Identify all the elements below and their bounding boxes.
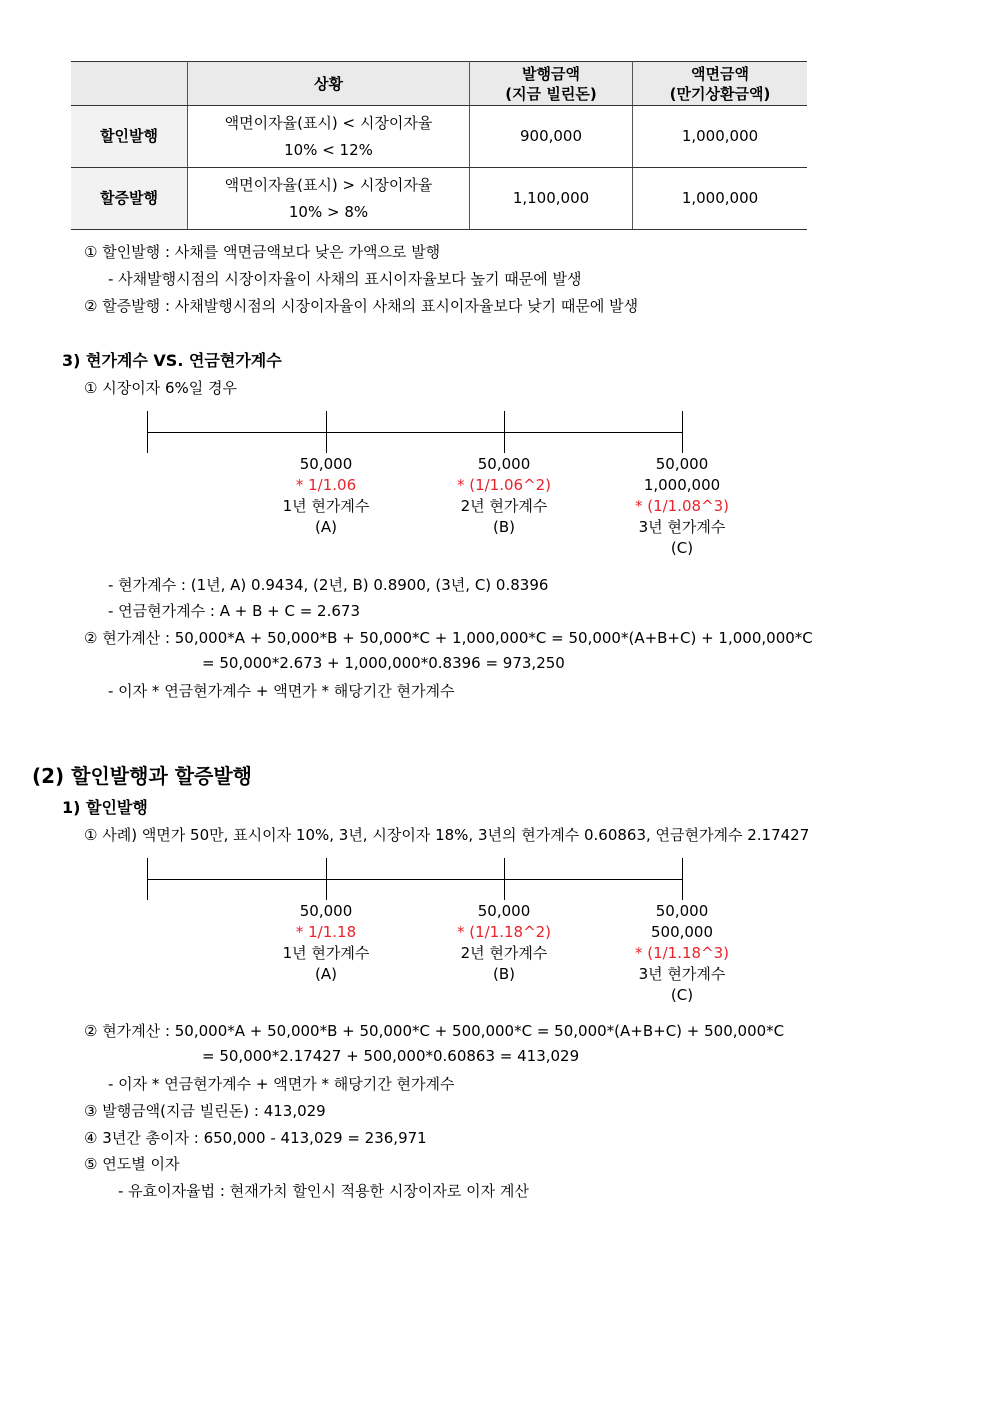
subsection-discount-issue: 1) 할인발행 — [62, 798, 148, 817]
row-face-amount: 1,000,000 — [633, 106, 808, 168]
year3-principal: 1,000,000 — [643, 476, 721, 494]
year2-factor: * (1/1.18^2) — [456, 923, 552, 941]
year1-factor: * 1/1.18 — [295, 923, 357, 941]
issue-amount: ③ 발행금액(지금 빌린돈) : 413,029 — [84, 1102, 326, 1120]
bond-issue-table — [71, 61, 807, 230]
year1-block — [251, 454, 401, 538]
row-face-amount: 1,000,000 — [633, 168, 808, 230]
discount-formula-note: - 이자 * 연금현가계수 + 액면가 * 해당기간 현가계수 — [108, 1075, 455, 1093]
note-premium: ② 할증발행 : 사채발행시점의 시장이자율이 사채의 표시이자율보다 낮기 때문에 발생 — [84, 297, 639, 315]
timeline-tick-1 — [326, 411, 327, 453]
discount-pv-calculation: ② 현가계산 : 50,000*A + 50,000*B + 50,000*C + 500,000*C = 50,000*(A+B+C) + 500,000*C — [84, 1022, 785, 1040]
table-header-row — [71, 62, 807, 106]
pv-calculation: ② 현가계산 : 50,000*A + 50,000*B + 50,000*C + 1,000,000*C = 50,000*(A+B+C) + 1,000,000*C — [84, 629, 813, 647]
year2-tag: (B) — [493, 518, 515, 536]
year3-block — [607, 454, 757, 559]
section-title-issuance: (2) 할인발행과 할증발행 — [32, 764, 253, 788]
year2-factor: * (1/1.06^2) — [456, 476, 552, 494]
year3-factor: * (1/1.18^3) — [634, 944, 730, 962]
year3-amount: 50,000 — [655, 902, 709, 920]
year2-amount: 50,000 — [477, 902, 531, 920]
annuity-factor-sum: - 연금현가계수 : A + B + C = 2.673 — [108, 602, 360, 620]
year2-block — [429, 901, 579, 985]
note-discount-detail: - 사채발행시점의 시장이자율이 사채의 표시이자율보다 높기 때문에 발생 — [108, 270, 582, 288]
timeline-tick-1 — [326, 858, 327, 900]
effective-interest-method: - 유효이자율법 : 현재가치 할인시 적용한 시장이자로 이자 계산 — [118, 1182, 529, 1200]
table-row — [71, 106, 807, 168]
year3-factor: * (1/1.08^3) — [634, 497, 730, 515]
total-interest: ④ 3년간 총이자 : 650,000 - 413,029 = 236,971 — [84, 1129, 427, 1147]
year3-label: 3년 현가계수 — [638, 518, 726, 536]
year1-label: 1년 현가계수 — [282, 497, 370, 515]
discount-pv-result: = 50,000*2.17427 + 500,000*0.60863 = 413,029 — [202, 1047, 580, 1065]
year2-label: 2년 현가계수 — [460, 944, 548, 962]
header-face-amount: 액면금액 (만기상환금액) — [633, 62, 808, 106]
timeline-tick-2 — [504, 411, 505, 453]
year1-label: 1년 현가계수 — [282, 944, 370, 962]
year3-principal: 500,000 — [650, 923, 714, 941]
timeline-axis — [147, 879, 682, 880]
timeline-tick-3 — [682, 411, 683, 453]
year2-amount: 50,000 — [477, 455, 531, 473]
year1-tag: (A) — [315, 518, 337, 536]
year2-block — [429, 454, 579, 538]
year1-block — [251, 901, 401, 985]
header-issue-amount: 발행금액 (지금 빌린돈) — [470, 62, 633, 106]
row-condition: 액면이자율(표시) < 시장이자율 10% < 12% — [188, 106, 470, 168]
section-title-pv-factor: 3) 현가계수 VS. 연금현가계수 — [62, 351, 282, 370]
pv-calculation-result: = 50,000*2.673 + 1,000,000*0.8396 = 973,250 — [202, 654, 565, 672]
header-situation: 상황 — [188, 62, 470, 106]
year3-block — [607, 901, 757, 1006]
table-row — [71, 168, 807, 230]
header-empty — [71, 62, 188, 106]
timeline-tick-start — [147, 858, 148, 900]
year1-amount: 50,000 — [299, 455, 353, 473]
timeline-axis — [147, 432, 682, 433]
row-issue-amount: 1,100,000 — [470, 168, 633, 230]
year1-tag: (A) — [315, 965, 337, 983]
year3-label: 3년 현가계수 — [638, 965, 726, 983]
timeline-tick-2 — [504, 858, 505, 900]
year2-tag: (B) — [493, 965, 515, 983]
pv-formula-note: - 이자 * 연금현가계수 + 액면가 * 해당기간 현가계수 — [108, 682, 455, 700]
year3-tag: (C) — [670, 986, 694, 1004]
discount-example: ① 사례) 액면가 50만, 표시이자 10%, 3년, 시장이자 18%, 3년의 현가계수 0.60863, 연금현가계수 2.17427 — [84, 826, 810, 844]
row-label: 할인발행 — [71, 106, 188, 168]
row-condition: 액면이자율(표시) > 시장이자율 10% > 8% — [188, 168, 470, 230]
note-discount: ① 할인발행 : 사채를 액면금액보다 낮은 가액으로 발행 — [84, 243, 441, 261]
year1-amount: 50,000 — [299, 902, 353, 920]
case-6-percent: ① 시장이자 6%일 경우 — [84, 379, 237, 397]
year2-label: 2년 현가계수 — [460, 497, 548, 515]
year3-tag: (C) — [670, 539, 694, 557]
year3-amount: 50,000 — [655, 455, 709, 473]
row-issue-amount: 900,000 — [470, 106, 633, 168]
timeline-tick-3 — [682, 858, 683, 900]
pv-factor-values: - 현가계수 : (1년, A) 0.9434, (2년, B) 0.8900, (3년, C) 0.8396 — [108, 576, 549, 594]
year1-factor: * 1/1.06 — [295, 476, 357, 494]
annual-interest: ⑤ 연도별 이자 — [84, 1155, 180, 1173]
row-label: 할증발행 — [71, 168, 188, 230]
timeline-tick-start — [147, 411, 148, 453]
